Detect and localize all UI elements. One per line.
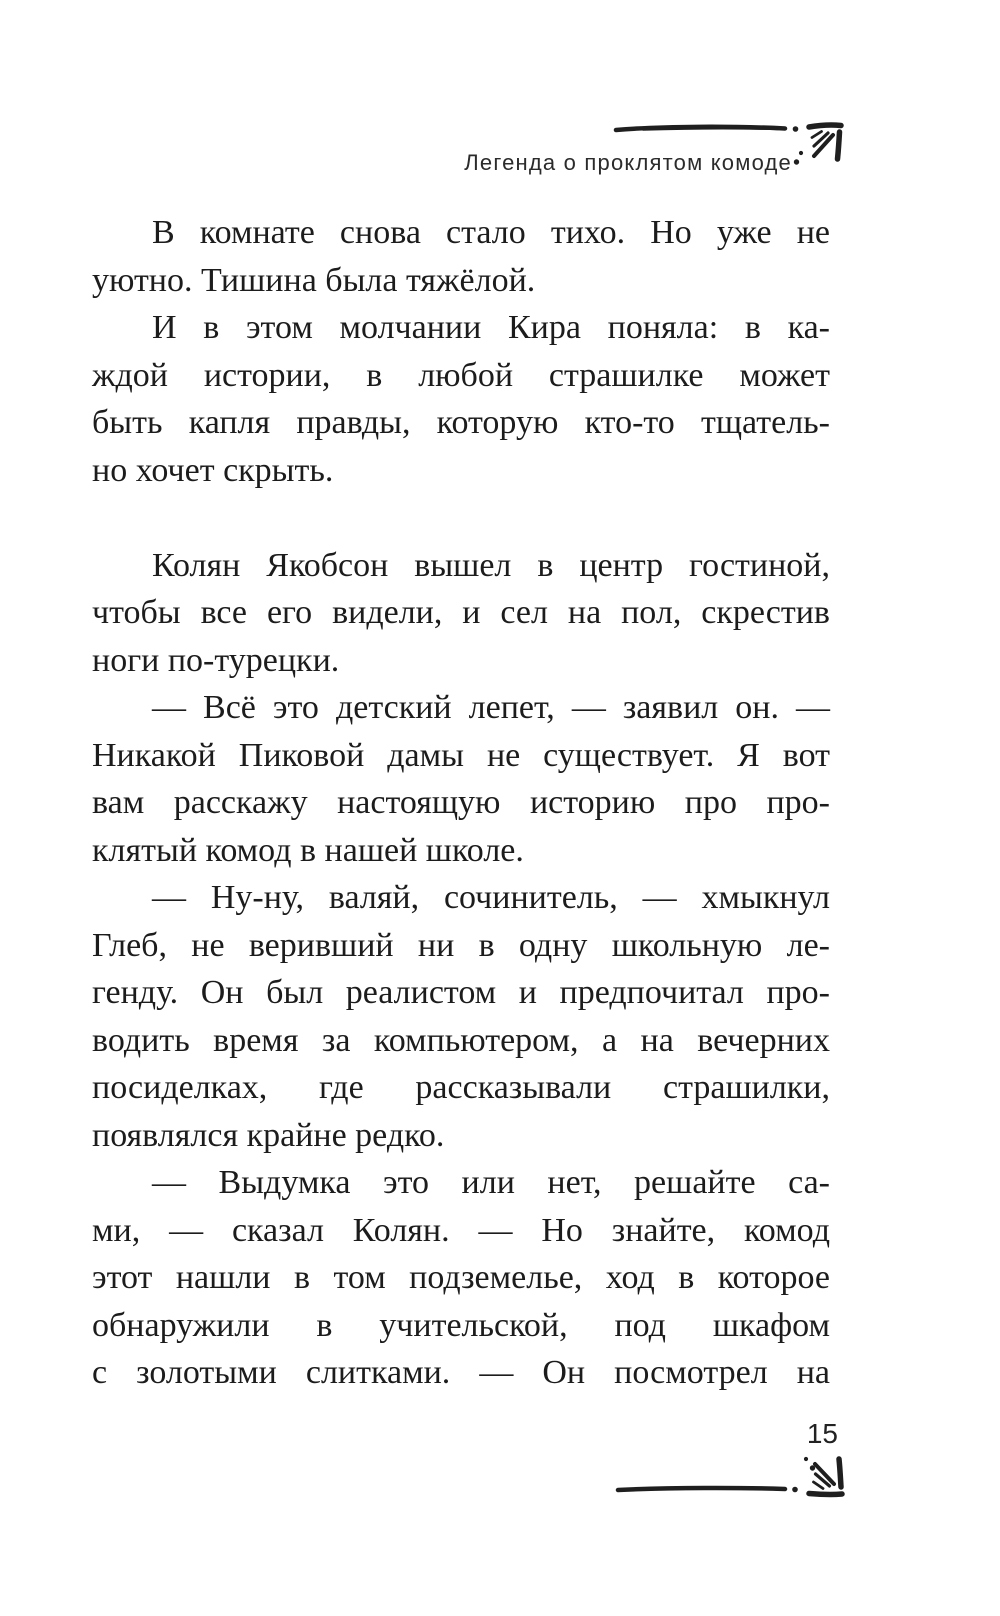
text-line: Глеб, не веривший ни в одну школьную ле- <box>92 926 830 964</box>
text-line: чтобы все его видели, и сел на пол, скрестив <box>92 594 830 631</box>
text-line: уютно. Тишина была тяжёлой. <box>92 261 536 299</box>
text-line: появлялся крайне редко. <box>92 1116 445 1154</box>
text-line: вам расскажу настоящую историю про про- <box>92 784 830 821</box>
text-line: быть капля правды, которую кто-то тщатель- <box>92 404 830 441</box>
text-line: ждой истории, в любой страшилке может <box>92 356 830 394</box>
text-line: ми, — сказал Колян. — Но знайте, комод <box>92 1211 830 1249</box>
text-line: ноги по-турецки. <box>92 641 340 679</box>
text-line: — Ну-ну, валяй, сочинитель, — хмыкнул <box>152 879 830 916</box>
footer-ink-flourish-icon <box>615 1444 847 1502</box>
paragraph-gap <box>92 494 830 542</box>
text-line: обнаружили в учительской, под шкафом <box>92 1306 830 1344</box>
running-head-title: Легенда о проклятом комоде <box>464 150 792 175</box>
text-line: И в этом молчании Кира поняла: в ка- <box>152 309 830 346</box>
body-text <box>92 209 830 1397</box>
text-line: генду. Он был реалистом и предпочитал про- <box>92 974 830 1011</box>
text-line: клятый комод в нашей школе. <box>92 831 524 869</box>
text-line: В комнате снова стало тихо. Но уже не <box>152 214 830 251</box>
text-line: посиделках, где рассказывали страшилки, <box>92 1069 830 1106</box>
text-line: Никакой Пиковой дамы не существует. Я вот <box>92 736 830 774</box>
text-line: водить время за компьютером, а на вечерних <box>92 1021 830 1059</box>
text-line: — Всё это детский лепет, — заявил он. — <box>152 689 830 726</box>
text-line: с золотыми слитками. — Он посмотрел на <box>92 1354 830 1391</box>
text-line: — Выдумка это или нет, решайте са- <box>152 1164 830 1201</box>
text-line: Колян Якобсон вышел в центр гостиной, <box>152 546 830 584</box>
text-line: но хочет скрыть. <box>92 451 334 489</box>
text-line: этот нашли в том подземелье, ход в которое <box>92 1259 830 1296</box>
page-number: 15 <box>806 1418 838 1449</box>
